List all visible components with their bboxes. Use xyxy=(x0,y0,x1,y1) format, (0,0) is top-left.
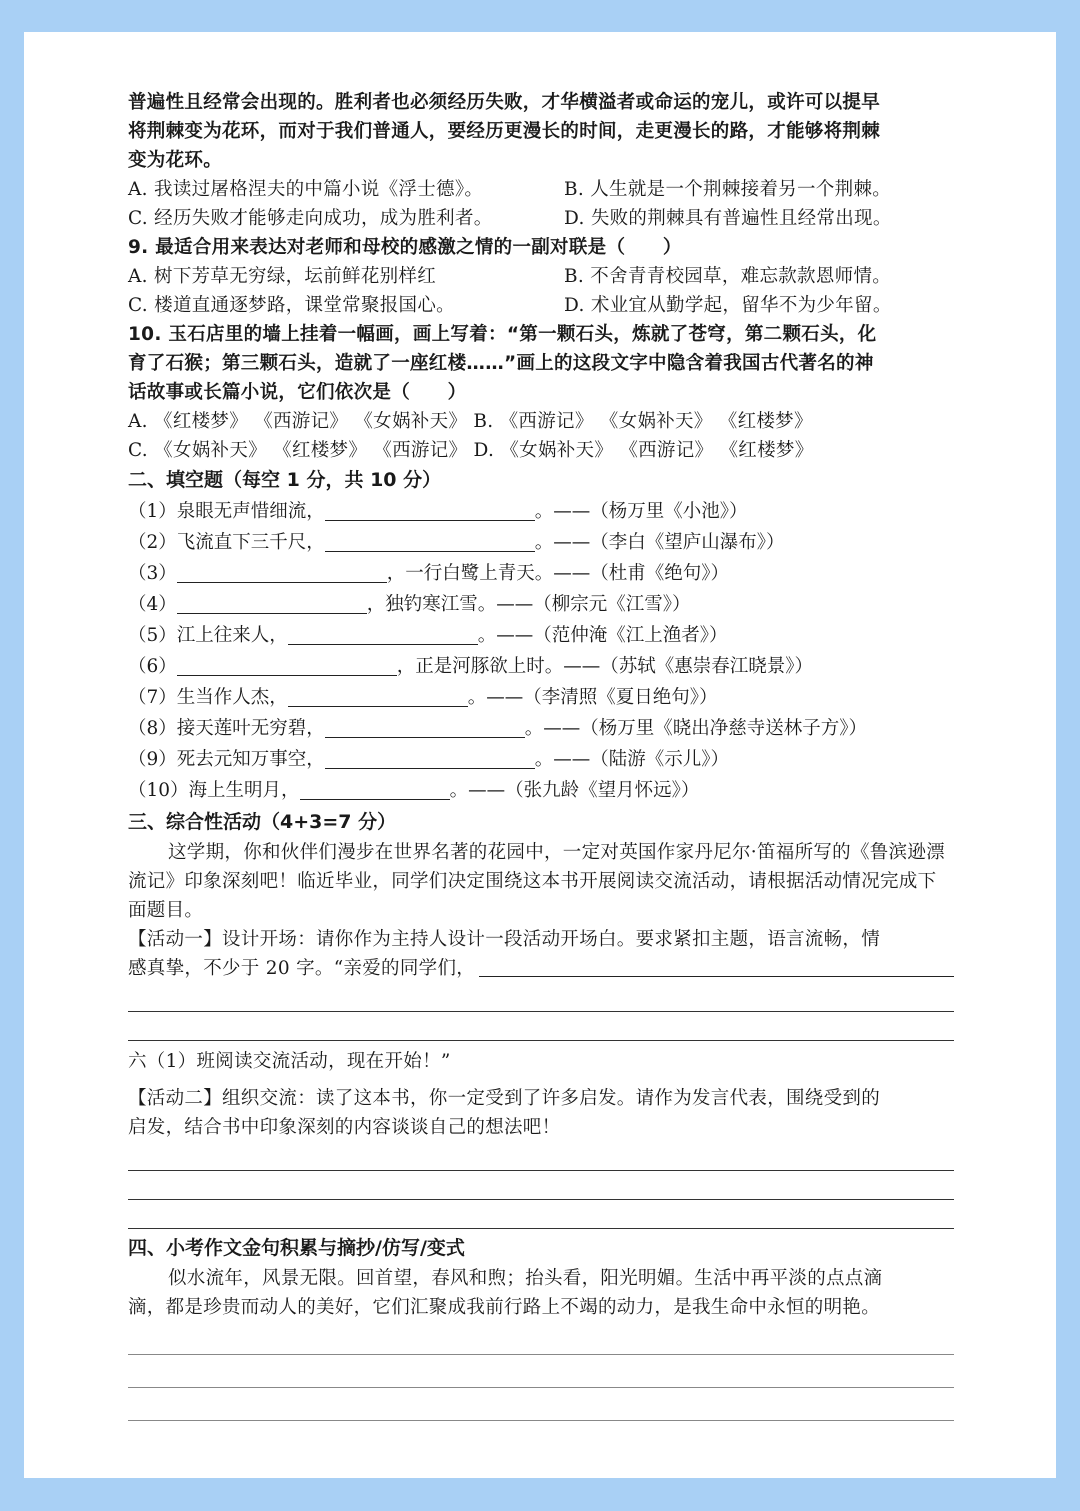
fill-item xyxy=(128,744,954,775)
q9-stem: 9. 最适合用来表达对老师和母校的感激之情的一副对联是（ ） xyxy=(128,237,682,258)
section-4-title: 四、小考作文金句积累与摘抄/仿写/变式 xyxy=(128,1237,465,1259)
section-2-title: 二、填空题（每空 1 分，共 10 分） xyxy=(128,469,442,491)
activity-1-line-row xyxy=(128,954,954,983)
passage-line: 将荆棘变为花环，而对于我们普通人，要经历更漫长的时间，走更漫长的路，才能够将荆棘 xyxy=(128,121,881,142)
answer-blank[interactable] xyxy=(325,500,535,521)
q8-options xyxy=(128,175,954,233)
fill-item xyxy=(128,558,954,589)
fill-item xyxy=(128,713,954,744)
writing-line[interactable] xyxy=(128,1388,954,1421)
activity-2 xyxy=(128,1084,954,1229)
fill-item-prompt: 泉眼无声惜细流， xyxy=(176,501,325,522)
passage-intro xyxy=(128,88,954,175)
worksheet-page xyxy=(24,32,1056,1478)
passage-line: 普遍性且经常会出现的。胜利者也必须经历失败，才华横溢者或命运的宠儿，或许可以提早 xyxy=(128,92,881,113)
worksheet-content xyxy=(128,32,954,1421)
section-4-passage xyxy=(128,1264,954,1322)
activity-1-line: 感真挚，不少于 20 字。“亲爱的同学们， xyxy=(128,958,476,979)
fill-item-prompt: 生当作人杰， xyxy=(176,687,288,708)
fill-item-number: （3） xyxy=(128,563,177,584)
answer-line[interactable] xyxy=(128,1200,954,1229)
fill-item-number: （5） xyxy=(128,625,177,646)
option-row-ab[interactable]: A. 《红楼梦》 《西游记》 《女娲补天》 B. 《西游记》 《女娲补天》 《红楼梦》 xyxy=(128,411,813,432)
activity-1 xyxy=(128,925,954,1076)
option-b[interactable]: B. 不舍青青校园草，难忘款款恩师情。 xyxy=(564,266,892,287)
answer-blank[interactable] xyxy=(325,717,525,738)
option-row xyxy=(128,175,954,204)
fill-item-number: （7） xyxy=(128,687,177,708)
fill-item xyxy=(128,496,954,527)
fill-item xyxy=(128,527,954,558)
option-row xyxy=(128,291,954,320)
activity-2-line: 【活动二】组织交流：读了这本书，你一定受到了许多启发。请作为发言代表，围绕受到的 xyxy=(128,1088,881,1109)
option-a[interactable]: A. 我读过屠格涅夫的中篇小说《浮士德》。 xyxy=(128,179,484,200)
fill-item-number: （6） xyxy=(128,656,177,677)
fill-item-source: 。——（杨万里《晓出净慈寺送林子方》） xyxy=(524,718,868,739)
option-c[interactable]: C. 经历失败才能够走向成功，成为胜利者。 xyxy=(128,208,493,229)
option-row xyxy=(128,204,954,233)
fill-item xyxy=(128,775,954,806)
answer-blank[interactable] xyxy=(288,686,468,707)
activity-1-line: 【活动一】设计开场：请你作为主持人设计一段活动开场白。要求紧扣主题，语言流畅，情 xyxy=(128,929,881,950)
q9-options xyxy=(128,262,954,320)
answer-blank[interactable] xyxy=(177,655,397,676)
answer-line[interactable] xyxy=(128,1171,954,1200)
fill-item-source: ，独钓寒江雪。——（柳宗元《江雪》） xyxy=(366,594,691,615)
answer-blank[interactable] xyxy=(177,562,387,583)
fill-item-prompt: 飞流直下三千尺， xyxy=(176,532,325,553)
fill-item xyxy=(128,589,954,620)
q10-stem-line: 育了石猴；第三颗石头，造就了一座红楼……”画上的这段文字中隐含着我国古代著名的神 xyxy=(128,353,874,374)
answer-line[interactable] xyxy=(128,983,954,1012)
fill-item-number: （10） xyxy=(128,780,189,801)
fill-in-list xyxy=(128,496,954,806)
fill-item-prompt: 接天莲叶无穷碧， xyxy=(176,718,325,739)
fill-item-number: （9） xyxy=(128,749,177,770)
fill-item-number: （8） xyxy=(128,718,177,739)
fill-item xyxy=(128,620,954,651)
fill-item-source: 。——（张九龄《望月怀远》） xyxy=(449,780,700,801)
answer-blank[interactable] xyxy=(479,954,954,977)
section-3-paragraph: 这学期，你和伙伴们漫步在世界名著的花园中，一定对英国作家丹尼尔·笛福所写的《鲁滨逊漂流记》印象深刻吧！临近毕业，同学们决定围绕这本书开展阅读交流活动，请根据活动情况完成下面题目。 xyxy=(128,842,945,921)
answer-blank[interactable] xyxy=(300,779,450,800)
fill-item-source: 。——（李清照《夏日绝句》） xyxy=(467,687,718,708)
answer-blank[interactable] xyxy=(177,593,367,614)
option-row-cd[interactable]: C. 《女娲补天》 《红楼梦》 《西游记》 D. 《女娲补天》 《西游记》 《红楼梦》 xyxy=(128,440,814,461)
passage-line: 变为花环。 xyxy=(128,150,223,171)
activity-1-end: 六（1）班阅读交流活动，现在开始！” xyxy=(128,1051,451,1072)
fill-item-source: 。——（杨万里《小池》） xyxy=(534,501,748,522)
fill-item-prompt: 死去元知万事空， xyxy=(176,749,325,770)
fill-item-source: 。——（陆游《示儿》） xyxy=(534,749,730,770)
writing-line[interactable] xyxy=(128,1355,954,1388)
fill-item-number: （1） xyxy=(128,501,177,522)
fill-item-prompt: 江上往来人， xyxy=(176,625,288,646)
option-d[interactable]: D. 失败的荆棘具有普遍性且经常出现。 xyxy=(564,208,892,229)
option-b[interactable]: B. 人生就是一个荆棘接着另一个荆棘。 xyxy=(564,179,892,200)
fill-item xyxy=(128,651,954,682)
answer-blank[interactable] xyxy=(325,531,535,552)
section-4-line: 滴，都是珍贵而动人的美好，它们汇聚成我前行路上不竭的动力，是我生命中永恒的明艳。 xyxy=(128,1297,881,1318)
answer-blank[interactable] xyxy=(325,748,535,769)
fill-item-source: 。——（李白《望庐山瀑布》） xyxy=(534,532,785,553)
section-4-line: 似水流年，风景无限。回首望，春风和煦；抬头看，阳光明媚。生活中再平淡的点点滴 xyxy=(168,1268,883,1289)
q10-stem-line: 话故事或长篇小说，它们依次是（ ） xyxy=(128,382,467,403)
fill-item-source: 。——（范仲淹《江上渔者》） xyxy=(477,625,728,646)
answer-line[interactable] xyxy=(128,1142,954,1171)
answer-line[interactable] xyxy=(128,1012,954,1041)
section-3-title: 三、综合性活动（4+3=7 分） xyxy=(128,811,397,833)
fill-item-source: ，一行白鹭上青天。——（杜甫《绝句》） xyxy=(386,563,730,584)
q10-stem-line: 10. 玉石店里的墙上挂着一幅画，画上写着：“第一颗石头，炼就了苍穹，第二颗石头，化 xyxy=(128,324,877,345)
activity-2-line: 启发，结合书中印象深刻的内容谈谈自己的想法吧！ xyxy=(128,1117,561,1138)
option-row xyxy=(128,262,954,291)
option-a[interactable]: A. 树下芳草无穷绿，坛前鲜花别样红 xyxy=(128,266,437,287)
fill-item-number: （2） xyxy=(128,532,177,553)
option-d[interactable]: D. 术业宜从勤学起，留华不为少年留。 xyxy=(564,295,892,316)
fill-item-prompt: 海上生明月， xyxy=(188,780,300,801)
fill-item-number: （4） xyxy=(128,594,177,615)
fill-item-source: ，正是河豚欲上时。——（苏轼《惠崇春江晓景》） xyxy=(396,656,814,677)
writing-line[interactable] xyxy=(128,1322,954,1355)
fill-item xyxy=(128,682,954,713)
answer-blank[interactable] xyxy=(288,624,478,645)
option-c[interactable]: C. 楼道直通逐梦路，课堂常聚报国心。 xyxy=(128,295,455,316)
q10-stem xyxy=(128,320,954,407)
q10-options xyxy=(128,407,954,465)
